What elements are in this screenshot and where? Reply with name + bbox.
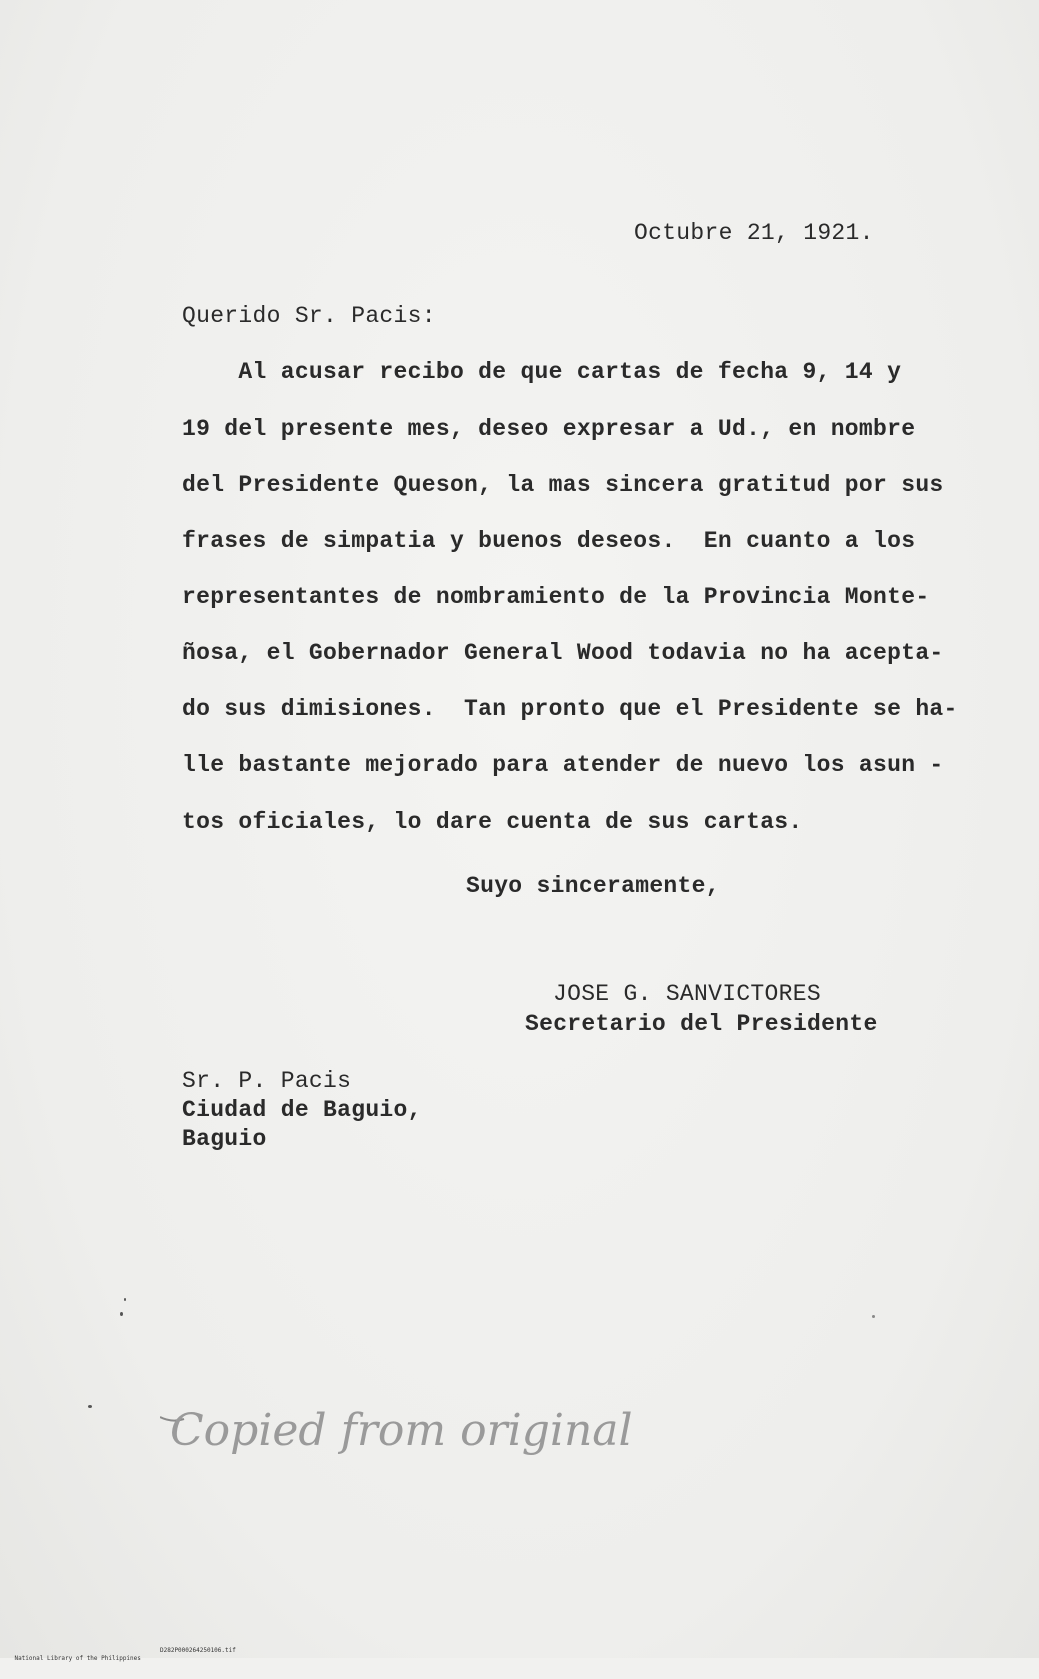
body-line: frases de simpatia y buenos deseos. En cuanto a los — [182, 528, 916, 554]
handwritten-note-text: Copied from original — [170, 1405, 633, 1456]
signature-title: Secretario del Presidente — [525, 1011, 878, 1037]
address-line: Sr. P. Pacis — [182, 1068, 352, 1094]
ink-speck — [88, 1405, 92, 1408]
footer-file-id: D282P000264250106.tif — [160, 1647, 236, 1654]
body-line: lle bastante mejorado para atender de nuevo los asun - — [182, 752, 944, 778]
ink-speck — [872, 1315, 875, 1318]
body-line: ñosa, el Gobernador General Wood todavia no ha acepta- — [182, 640, 944, 666]
body-line: do sus dimisiones. Tan pronto que el Presidente se ha- — [182, 696, 958, 722]
body-line: Al acusar recibo de que cartas de fecha 9, 14 y — [182, 359, 902, 385]
address-line: Baguio — [182, 1126, 267, 1152]
footer — [0, 1647, 236, 1679]
salutation: Querido Sr. Pacis: — [182, 303, 436, 329]
letter-date: Octubre 21, 1921. — [634, 220, 874, 246]
address-line: Ciudad de Baguio, — [182, 1097, 422, 1123]
body-line: tos oficiales, lo dare cuenta de sus cartas. — [182, 809, 803, 835]
body-line: representantes de nombramiento de la Provincia Monte- — [182, 584, 930, 610]
ink-speck — [124, 1298, 126, 1301]
ink-speck — [120, 1312, 123, 1316]
body-line: 19 del presente mes, deseo expresar a Ud., en nombre — [182, 416, 916, 442]
handwritten-note — [160, 1395, 640, 1475]
body-line: del Presidente Queson, la mas sincera gratitud por sus — [182, 472, 944, 498]
footer-institution: National Library of the Philippines — [14, 1655, 141, 1662]
signature-name: JOSE G. SANVICTORES — [553, 981, 821, 1007]
closing: Suyo sinceramente, — [466, 873, 720, 899]
